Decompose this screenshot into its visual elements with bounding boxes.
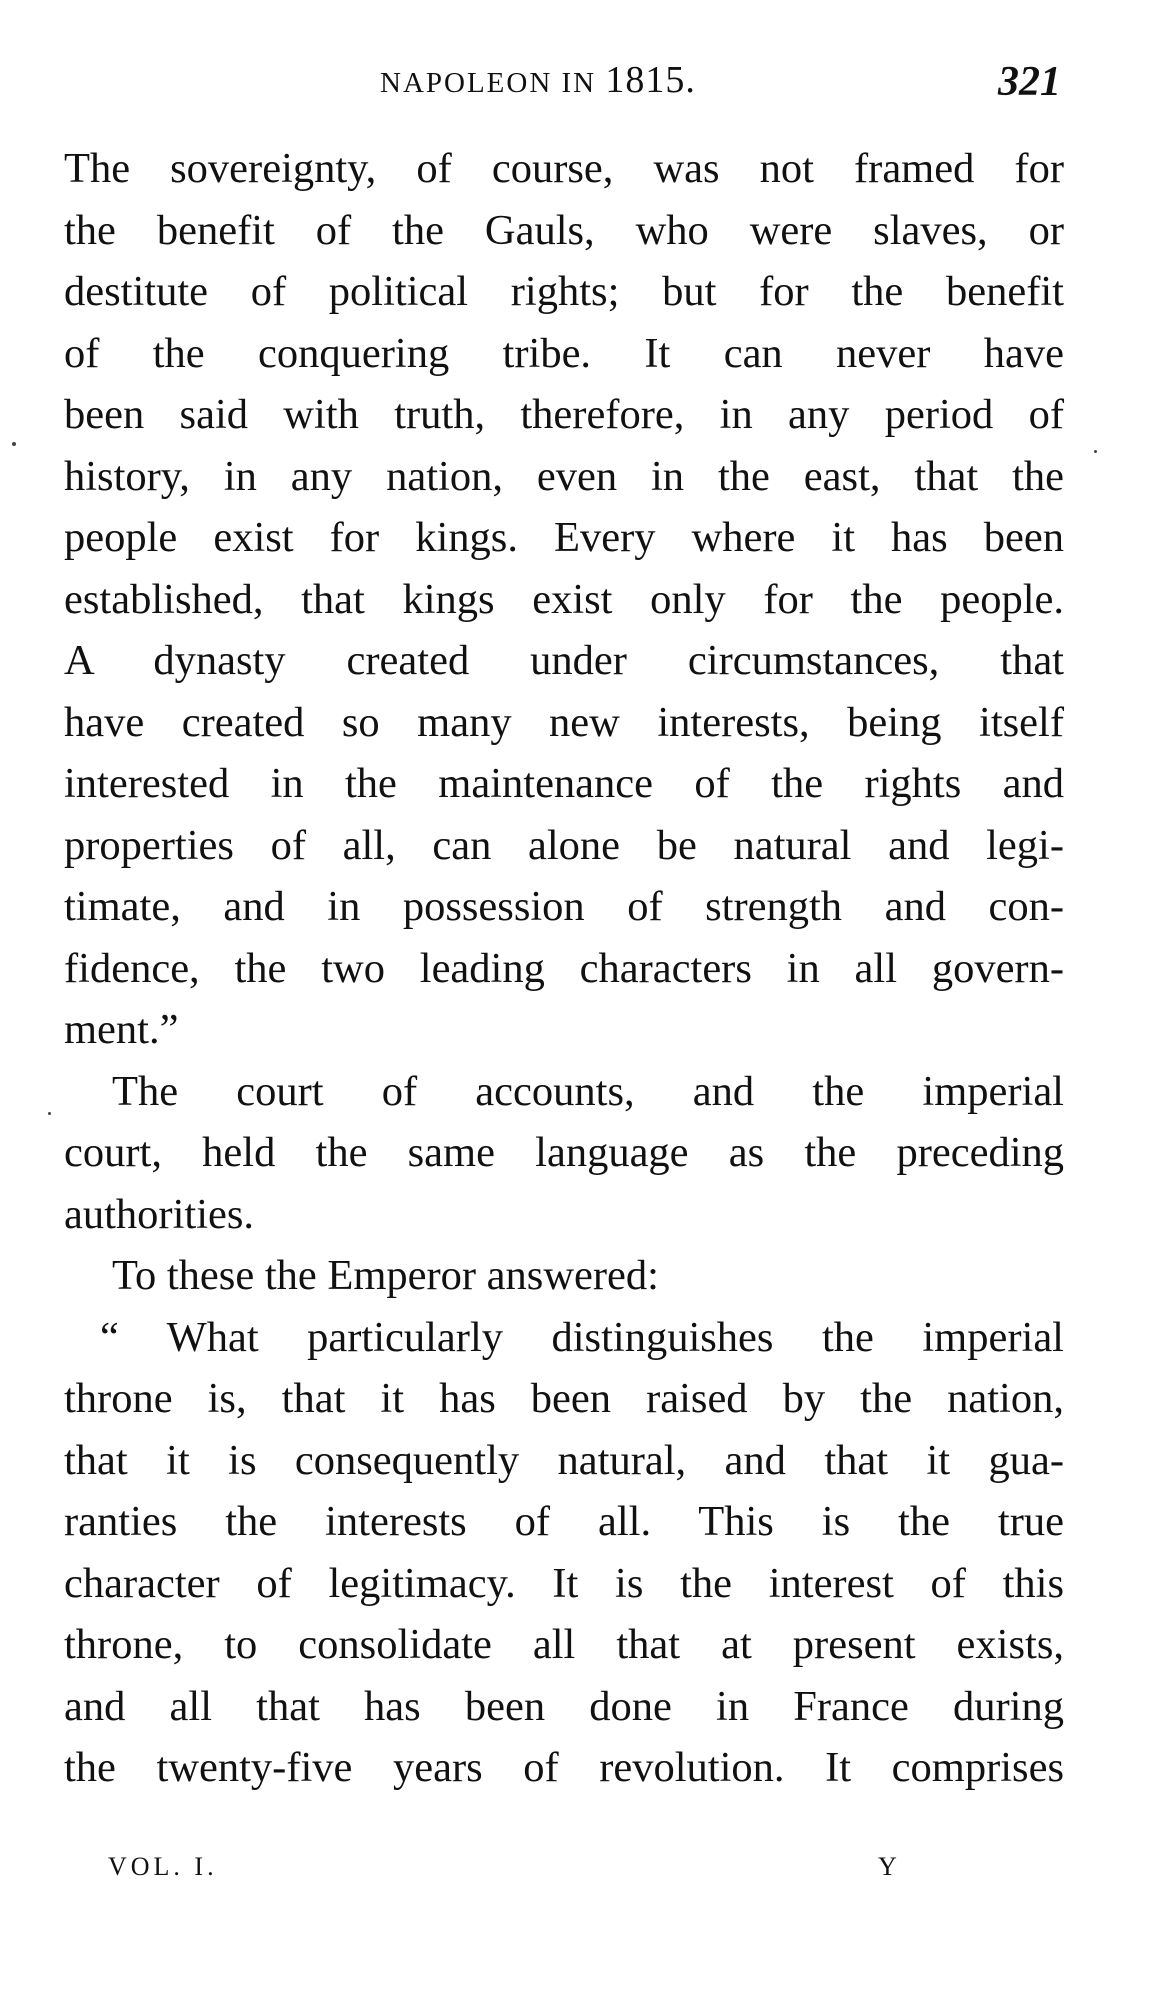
paragraph — [64, 138, 1064, 1061]
text-line: properties of all, can alone be natural and legi- — [64, 821, 1064, 869]
print-speck — [12, 442, 16, 446]
paragraph — [64, 1245, 1064, 1307]
running-title: NAPOLEON IN — [380, 67, 597, 99]
text-line: interested in the maintenance of the rights and — [64, 760, 1064, 807]
text-line: ranties the interests of all. This is the true — [64, 1498, 1064, 1545]
text-line: To these the Emperor answered: — [112, 1252, 659, 1299]
text-line: people exist for kings. Every where it has been — [64, 514, 1064, 561]
text-line: and all that has been done in France during — [64, 1682, 1064, 1730]
text-line: character of legitimacy. It is the interest of this — [64, 1559, 1064, 1607]
text-line: timate, and in possession of strength and con- — [64, 883, 1064, 930]
print-speck — [48, 1112, 51, 1115]
text-line: ment.” — [64, 1006, 179, 1053]
paragraph — [64, 1307, 1064, 1799]
text-line: the twenty-five years of revolution. It comprises — [64, 1744, 1064, 1791]
text-line: authorities. — [64, 1190, 255, 1238]
text-line: The court of accounts, and the imperial — [112, 1067, 1064, 1115]
signature-mark: Y — [878, 1852, 899, 1881]
text-line: A dynasty created under circumstances, that — [64, 637, 1064, 684]
text-line: The sovereignty, of course, was not framed for — [64, 145, 1064, 192]
text-line: throne is, that it has been raised by the nation, — [64, 1375, 1064, 1422]
running-head — [380, 58, 696, 102]
print-speck — [1094, 450, 1097, 453]
paragraph — [64, 1061, 1064, 1246]
text-line: have created so many new interests, being itself — [64, 698, 1064, 746]
text-line: history, in any nation, even in the east, that the — [64, 452, 1064, 500]
text-line: “ What particularly distinguishes the imperial — [100, 1313, 1064, 1361]
text-line: been said with truth, therefore, in any period of — [64, 391, 1064, 438]
running-title-year: 1815. — [605, 59, 696, 101]
text-line: throne, to consolidate all that at present exists, — [64, 1621, 1064, 1668]
body-text — [64, 138, 1064, 1799]
text-line: fidence, the two leading characters in all govern- — [64, 944, 1064, 992]
text-line: established, that kings exist only for the people. — [64, 575, 1064, 623]
text-line: of the conquering tribe. It can never have — [64, 329, 1064, 377]
text-line: that it is consequently natural, and that it gua- — [64, 1436, 1064, 1484]
page-number: 321 — [998, 59, 1061, 105]
text-line: the benefit of the Gauls, who were slaves, or — [64, 206, 1064, 254]
text-line: court, held the same language as the preceding — [64, 1129, 1064, 1176]
text-line: destitute of political rights; but for the benefit — [64, 268, 1064, 315]
signature-volume: VOL. I. — [108, 1852, 218, 1881]
